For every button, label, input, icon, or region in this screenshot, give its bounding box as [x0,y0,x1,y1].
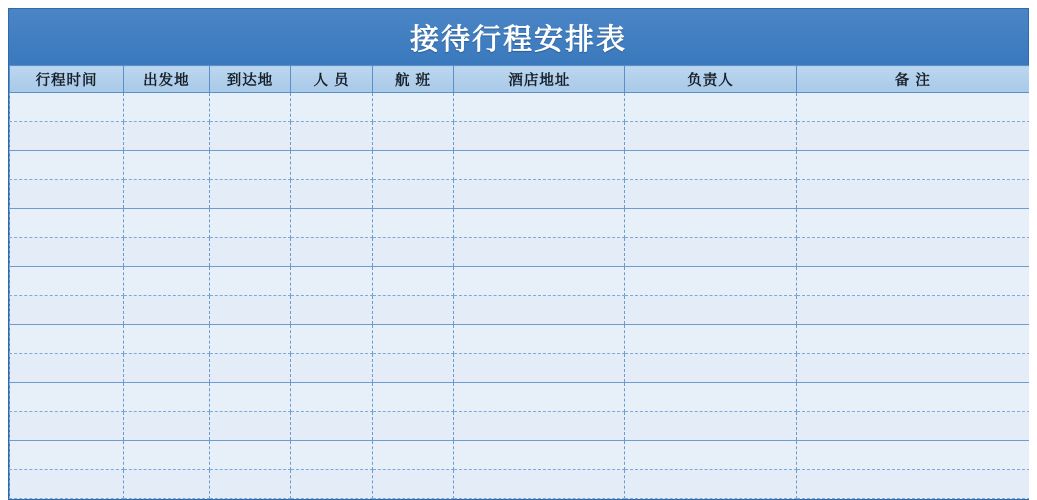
cell-flight[interactable] [372,151,454,180]
cell-personnel[interactable] [291,180,373,209]
cell-flight[interactable] [372,296,454,325]
cell-flight[interactable] [372,180,454,209]
column-header-trip-time[interactable]: 行程时间 [10,66,124,93]
cell-flight[interactable] [372,267,454,296]
cell-flight[interactable] [372,441,454,470]
cell-remark[interactable] [796,122,1029,151]
cell-hotel-address[interactable] [454,209,625,238]
cell-trip-time[interactable] [10,470,124,499]
table-row[interactable] [10,209,1030,238]
cell-owner[interactable] [625,296,796,325]
cell-remark[interactable] [796,412,1029,441]
cell-arrival[interactable] [209,93,291,122]
cell-personnel[interactable] [291,325,373,354]
cell-arrival[interactable] [209,180,291,209]
cell-trip-time[interactable] [10,354,124,383]
table-row[interactable] [10,238,1030,267]
cell-trip-time[interactable] [10,325,124,354]
cell-flight[interactable] [372,383,454,412]
column-header-arrival[interactable]: 到达地 [209,66,291,93]
cell-arrival[interactable] [209,122,291,151]
cell-flight[interactable] [372,122,454,151]
cell-hotel-address[interactable] [454,93,625,122]
cell-flight[interactable] [372,325,454,354]
cell-arrival[interactable] [209,238,291,267]
cell-personnel[interactable] [291,151,373,180]
column-header-hotel-address[interactable]: 酒店地址 [454,66,625,93]
cell-flight[interactable] [372,354,454,383]
cell-departure[interactable] [124,180,210,209]
cell-hotel-address[interactable] [454,470,625,499]
table-body [10,93,1030,499]
cell-hotel-address[interactable] [454,238,625,267]
schedule-sheet [8,8,1029,500]
cell-personnel[interactable] [291,296,373,325]
cell-remark[interactable] [796,151,1029,180]
cell-owner[interactable] [625,325,796,354]
cell-remark[interactable] [796,470,1029,499]
cell-personnel[interactable] [291,122,373,151]
column-header-personnel[interactable]: 人 员 [291,66,373,93]
cell-arrival[interactable] [209,209,291,238]
table-row[interactable] [10,412,1030,441]
cell-trip-time[interactable] [10,180,124,209]
cell-personnel[interactable] [291,412,373,441]
cell-owner[interactable] [625,383,796,412]
table-row[interactable] [10,151,1030,180]
cell-trip-time[interactable] [10,441,124,470]
cell-trip-time[interactable] [10,93,124,122]
table-row[interactable] [10,93,1030,122]
cell-flight[interactable] [372,209,454,238]
cell-trip-time[interactable] [10,209,124,238]
right-margin [1029,0,1037,500]
cell-hotel-address[interactable] [454,412,625,441]
cell-hotel-address[interactable] [454,296,625,325]
cell-departure[interactable] [124,296,210,325]
cell-remark[interactable] [796,383,1029,412]
cell-trip-time[interactable] [10,122,124,151]
cell-remark[interactable] [796,296,1029,325]
cell-remark[interactable] [796,238,1029,267]
table-row[interactable] [10,180,1030,209]
cell-personnel[interactable] [291,441,373,470]
table-header-row [10,66,1030,93]
cell-hotel-address[interactable] [454,325,625,354]
cell-arrival[interactable] [209,325,291,354]
cell-departure[interactable] [124,122,210,151]
table-row[interactable] [10,383,1030,412]
cell-trip-time[interactable] [10,296,124,325]
column-header-departure[interactable]: 出发地 [124,66,210,93]
cell-owner[interactable] [625,354,796,383]
column-header-remark[interactable]: 备 注 [796,66,1029,93]
cell-owner[interactable] [625,122,796,151]
cell-hotel-address[interactable] [454,267,625,296]
cell-hotel-address[interactable] [454,354,625,383]
cell-departure[interactable] [124,209,210,238]
cell-personnel[interactable] [291,383,373,412]
cell-personnel[interactable] [291,470,373,499]
cell-trip-time[interactable] [10,412,124,441]
cell-arrival[interactable] [209,267,291,296]
cell-owner[interactable] [625,93,796,122]
cell-owner[interactable] [625,267,796,296]
cell-hotel-address[interactable] [454,383,625,412]
table-row[interactable] [10,325,1030,354]
cell-owner[interactable] [625,412,796,441]
column-header-owner[interactable]: 负责人 [625,66,796,93]
table-row[interactable] [10,122,1030,151]
cell-owner[interactable] [625,238,796,267]
cell-owner[interactable] [625,180,796,209]
cell-trip-time[interactable] [10,238,124,267]
cell-departure[interactable] [124,383,210,412]
cell-personnel[interactable] [291,354,373,383]
cell-arrival[interactable] [209,412,291,441]
left-margin [0,0,8,500]
cell-arrival[interactable] [209,296,291,325]
cell-personnel[interactable] [291,267,373,296]
cell-departure[interactable] [124,441,210,470]
cell-remark[interactable] [796,209,1029,238]
cell-personnel[interactable] [291,238,373,267]
cell-remark[interactable] [796,441,1029,470]
cell-remark[interactable] [796,267,1029,296]
cell-departure[interactable] [124,267,210,296]
cell-departure[interactable] [124,412,210,441]
cell-hotel-address[interactable] [454,180,625,209]
table-row[interactable] [10,267,1030,296]
cell-hotel-address[interactable] [454,441,625,470]
schedule-table [9,65,1030,499]
cell-flight[interactable] [372,470,454,499]
page-title: 接待行程安排表 [409,23,627,56]
cell-departure[interactable] [124,93,210,122]
cell-remark[interactable] [796,354,1029,383]
cell-remark[interactable] [796,180,1029,209]
cell-remark[interactable] [796,325,1029,354]
cell-departure[interactable] [124,325,210,354]
cell-departure[interactable] [124,151,210,180]
title-bar [9,9,1028,65]
cell-departure[interactable] [124,238,210,267]
cell-hotel-address[interactable] [454,122,625,151]
cell-trip-time[interactable] [10,383,124,412]
cell-owner[interactable] [625,209,796,238]
cell-flight[interactable] [372,238,454,267]
cell-arrival[interactable] [209,441,291,470]
cell-arrival[interactable] [209,470,291,499]
cell-trip-time[interactable] [10,267,124,296]
table-row[interactable] [10,470,1030,499]
table-row[interactable] [10,354,1030,383]
cell-arrival[interactable] [209,354,291,383]
cell-personnel[interactable] [291,93,373,122]
cell-hotel-address[interactable] [454,151,625,180]
cell-owner[interactable] [625,470,796,499]
cell-owner[interactable] [625,151,796,180]
column-header-flight[interactable]: 航 班 [372,66,454,93]
cell-flight[interactable] [372,412,454,441]
cell-personnel[interactable] [291,209,373,238]
cell-trip-time[interactable] [10,151,124,180]
cell-arrival[interactable] [209,151,291,180]
cell-departure[interactable] [124,470,210,499]
cell-departure[interactable] [124,354,210,383]
table-row[interactable] [10,441,1030,470]
table-row[interactable] [10,296,1030,325]
cell-flight[interactable] [372,93,454,122]
cell-remark[interactable] [796,93,1029,122]
cell-arrival[interactable] [209,383,291,412]
cell-owner[interactable] [625,441,796,470]
